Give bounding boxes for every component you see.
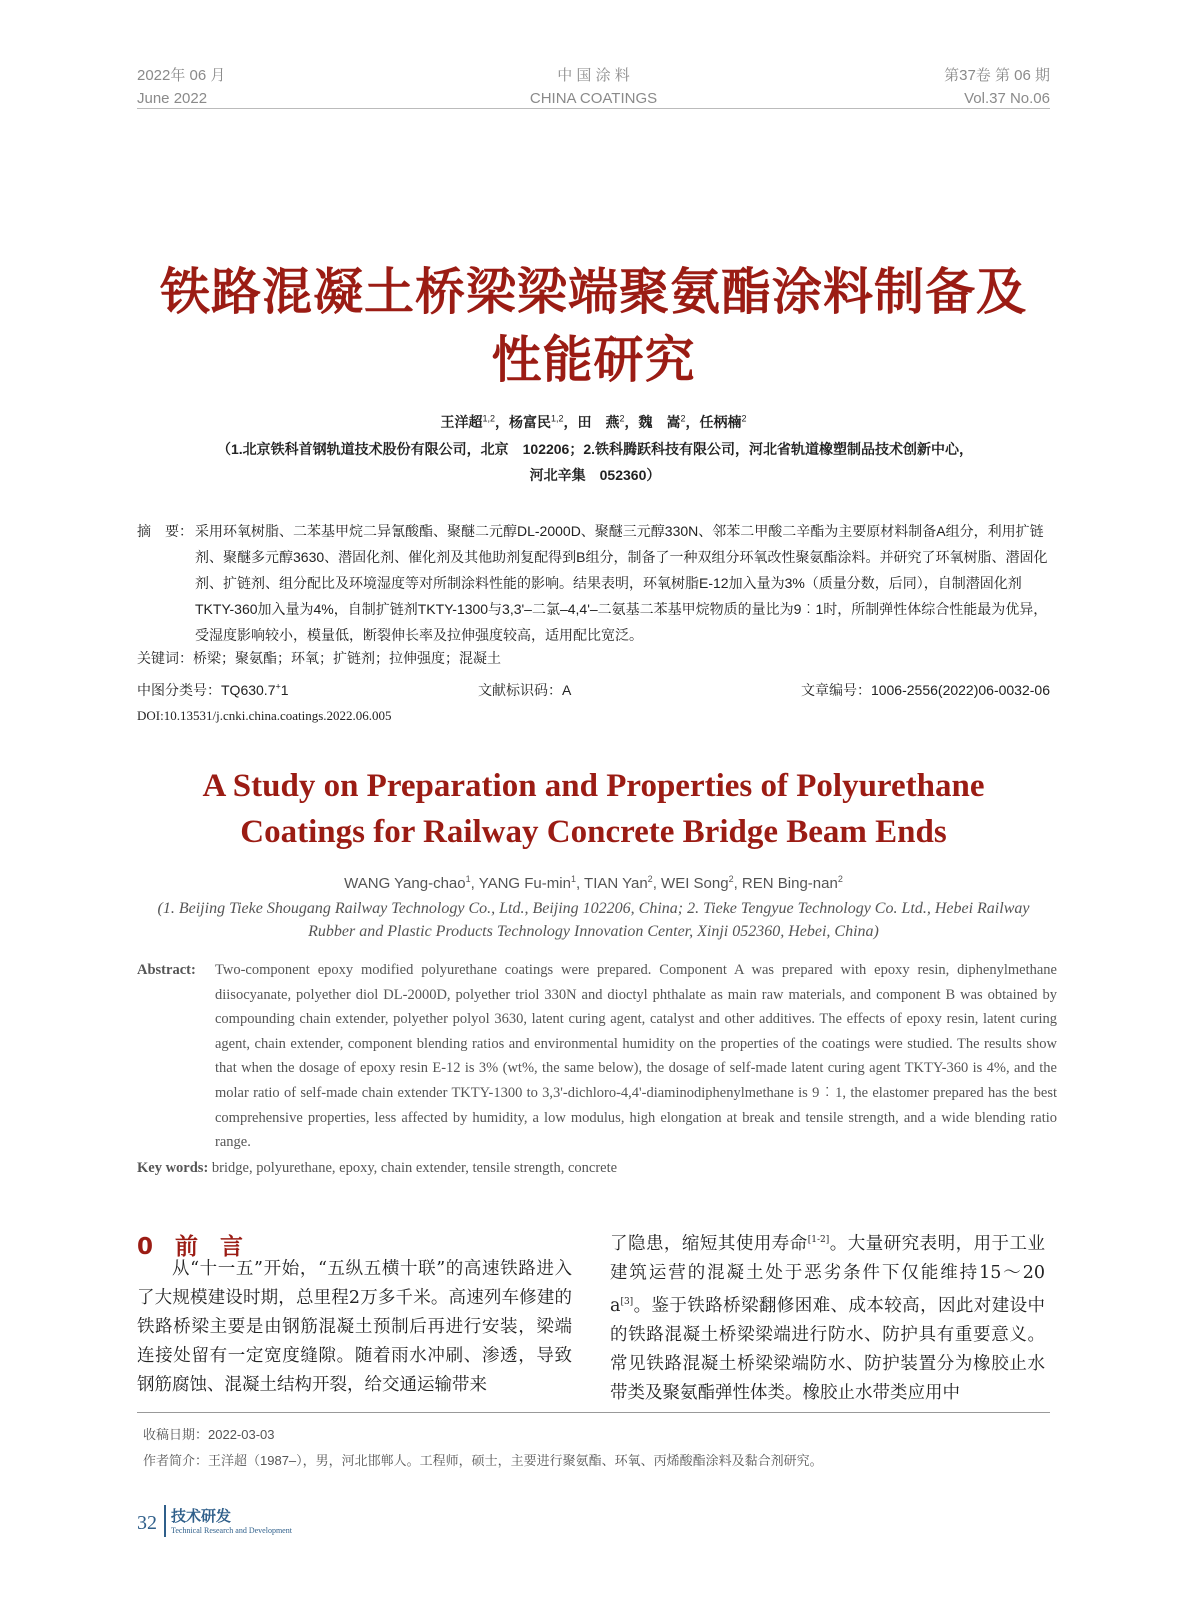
title-cn bbox=[0, 258, 1187, 394]
author-name: WEI Song bbox=[661, 875, 729, 892]
citation[interactable]: [1-2] bbox=[807, 1235, 830, 1245]
clc-label: 中图分类号： bbox=[137, 682, 221, 698]
journal-name-en: CHINA COATINGS bbox=[529, 90, 658, 107]
footer-section-cn: 技术研发 bbox=[171, 1508, 232, 1525]
article-label: 文章编号： bbox=[800, 682, 871, 698]
header-date-cn: 2022年 06 月 bbox=[137, 67, 226, 84]
author-name: REN Bing-nan bbox=[741, 875, 838, 892]
keywords-cn bbox=[137, 648, 501, 668]
body-column-1 bbox=[137, 1255, 572, 1400]
author-name: YANG Fu-min bbox=[478, 875, 571, 892]
title-en-line-2: Coatings for Railway Concrete Bridge Beam Ends bbox=[240, 814, 947, 850]
header-right bbox=[944, 64, 1050, 110]
clc-tail: 1 bbox=[280, 682, 289, 698]
footer-divider bbox=[164, 1505, 166, 1537]
clc-sup: + bbox=[275, 681, 281, 692]
author-affiliation-mark: 1 bbox=[570, 874, 576, 884]
author-bio: 作者简介：王洋超（1987–），男，河北邯郸人。工程师，硕士，主要进行聚氨酯、环氧、丙烯酸酯涂料及黏合剂研究。 bbox=[143, 1453, 823, 1468]
body-text: 了隐患，缩短其使用寿命 bbox=[610, 1233, 808, 1254]
keywords-en-text: bridge, polyurethane, epoxy, chain extender, tensile strength, concrete bbox=[211, 1160, 618, 1176]
title-en-line-1: A Study on Preparation and Properties of Polyurethane bbox=[202, 768, 985, 804]
author-name: WANG Yang-chao bbox=[344, 875, 466, 892]
body-paragraph: 从“十一五”开始，“五纵五横十联”的高速铁路进入了大规模建设时期，总里程2万多千米。高速列车修建的铁路桥梁主要是由钢筋混凝土预制后再进行安装，梁端连接处留有一定宽度缝隙。随着雨水冲刷、渗透，导致钢筋腐蚀、混凝土结构开裂，给交通运输带来 bbox=[137, 1259, 572, 1395]
clc-number bbox=[137, 680, 289, 700]
header-date-en: June 2022 bbox=[137, 90, 208, 107]
author-name: 杨富民 bbox=[508, 414, 551, 430]
author-affiliation-mark: 2 bbox=[837, 874, 843, 884]
abstract-en-label: Abstract: bbox=[137, 962, 196, 978]
abstract-cn-label: 摘 要： bbox=[137, 523, 193, 539]
author-affiliation-mark: 1,2 bbox=[482, 413, 495, 424]
citation[interactable]: [3] bbox=[620, 1296, 634, 1307]
title-cn-line-2: 性能研究 bbox=[491, 331, 696, 389]
author-name: 田 燕 bbox=[577, 414, 620, 430]
keywords-cn-label: 关键词： bbox=[137, 650, 193, 666]
author-affiliation-mark: 2 bbox=[728, 874, 734, 884]
clc-value: TQ630.7 bbox=[221, 682, 276, 698]
body-column-2 bbox=[610, 1226, 1045, 1408]
affiliation-en: (1. Beijing Tieke Shougang Railway Technology Co., Ltd., Beijing 102206, China; 2. Tieke Tengyue Technology Co. Ltd., Hebei Railway Rubber and Plastic Products Technology Innovation Center, Xinji 052360, Hebei, China) bbox=[157, 900, 1030, 940]
affiliation-cn-line-2: 河北辛集 052360） bbox=[529, 467, 661, 483]
keywords-cn-text: 桥梁；聚氨酯；环氧；扩链剂；拉伸强度；混凝土 bbox=[193, 650, 501, 666]
page-number: 32 bbox=[137, 1512, 157, 1534]
footer-section-en: Technical Research and Development bbox=[171, 1526, 292, 1535]
abstract-cn bbox=[137, 518, 1050, 648]
header-volume-en: Vol.37 No.06 bbox=[964, 90, 1050, 107]
received-date: 收稿日期：2022-03-03 bbox=[143, 1427, 275, 1442]
doc-label: 文献标识码： bbox=[478, 682, 562, 698]
author-affiliation-mark: 2 bbox=[741, 413, 747, 424]
article-value: 1006-2556(2022)06-0032-06 bbox=[870, 682, 1050, 698]
abstract-en bbox=[137, 958, 1057, 1155]
author-name: 任柄楠 bbox=[699, 414, 742, 430]
authors-en: WANG Yang-chao$^1$, YANG $Fu-\min^1$, TIAN Yan$^2$, WEI Song$^2$, REN Bing-nan$^2$ bbox=[344, 874, 843, 892]
author-name: 王洋超 bbox=[440, 414, 483, 430]
section-heading: 0 前 言 bbox=[137, 1234, 244, 1260]
header-divider bbox=[137, 108, 1050, 109]
journal-name-cn: 中 国 涂 料 bbox=[557, 67, 630, 84]
author-affiliation-mark: 1,2 bbox=[550, 413, 564, 424]
author-name: TIAN Yan bbox=[584, 875, 648, 892]
keywords-en-label: Key words: bbox=[137, 1160, 209, 1176]
header-volume-cn: 第37卷 第 06 期 bbox=[944, 67, 1050, 84]
affiliation-cn bbox=[150, 436, 1040, 488]
author-name: 魏 嵩 bbox=[638, 414, 681, 430]
title-cn-line-1: 铁路混凝土桥梁梁端聚氨酯涂料制备及 bbox=[160, 263, 1027, 321]
doi[interactable]: DOI:10.13531/j.cnki.china.coatings.2022.06.005 bbox=[137, 708, 392, 723]
affiliation-cn-line-1: （1.北京铁科首钢轨道技术股份有限公司，北京 102206；2.铁科腾跃科技有限公司，河北省轨道橡塑制品技术创新中心， bbox=[216, 441, 974, 457]
author-affiliation-mark: 2 bbox=[619, 413, 625, 424]
document-code bbox=[478, 680, 571, 700]
authors-cn: 王洋超$^{1,2}$，杨富民$^{1,2}$，田 燕$^2$，魏 嵩$^2$，任柄楠$^2$ bbox=[440, 413, 747, 430]
abstract-cn-text: 采用环氧树脂、二苯基甲烷二异氰酸酯、聚醚二元醇DL-2000D、聚醚三元醇330N、邻苯二甲酸二辛酯为主要原材料制备A组分，利用扩链剂、聚醚多元醇3630、潜固化剂、催化剂及其他助剂复配得到B组分，制备了一种双组分环氧改性聚氨酯涂料。并研究了环氧树脂、潜固化剂、扩链剂、组分配比及环境湿度等对所制涂料性能的影响。结果表明，环氧树脂E-12加入量为3%（质量分数，后同），自制潜固化剂TKTY-360加入量为4%，自制扩链剂TKTY-1300与3,3'–二氯–4,4'–二氨基二苯基甲烷物质的量比为9︰1时，所制弹性体综合性能最为优异，受湿度影响较小，模量低，断裂伸长率及拉伸强度较高，适用配比宽泛。 bbox=[195, 523, 1048, 643]
doc-value: A bbox=[562, 682, 572, 698]
keywords-en bbox=[137, 1160, 617, 1177]
author-affiliation-mark: 2 bbox=[680, 413, 686, 424]
author-affiliation-mark: 1 bbox=[465, 874, 471, 884]
footnote-divider bbox=[137, 1412, 1050, 1413]
author-affiliation-mark: 2 bbox=[647, 874, 653, 884]
title-en bbox=[0, 763, 1187, 855]
body-text: 。鉴于铁路桥梁翻修困难、成本较高，因此对建设中的铁路混凝土桥梁梁端进行防水、防护具有重要意义。常见铁路混凝土桥梁梁端防水、防护装置分为橡胶止水带类及聚氨酯弹性体类。橡胶止水带类应用中 bbox=[610, 1295, 1045, 1403]
abstract-en-text: Two-component epoxy modified polyurethane coatings were prepared. Component A was prepared with epoxy resin, diphenylmethane diisocyanate, polyether diol DL-2000D, polyether triol 330N and dioctyl phthalate as main raw materials, and component B was obtained by compounding chain extender, polyether polyol 3630, latent curing agent, catalyst and other additives. The effects of epoxy resin, latent curing agent, chain extender, component blending ratios and environmental humidity on the properties of the coatings were studied. The results show that when the dosage of epoxy resin E-12 is 3% (wt%, the same below), the dosage of self-made latent curing agent TKTY-360 is 4%, and the molar ratio of self-made chain extender TKTY-1300 to 3,3'-dichloro-4,4'-diaminodiphenylmethane is 9︰1, the elastomer prepared has the best comprehensive properties, less affected by humidity, a low modulus, high elongation at break and tensile strength, and a wide blending ratio range. bbox=[215, 962, 1057, 1151]
body-text: 。大量研究表明，用于工业建筑运营的混凝土处于恶劣条件下仅能维持15～20 a bbox=[610, 1233, 1046, 1316]
article-number bbox=[801, 680, 1050, 700]
